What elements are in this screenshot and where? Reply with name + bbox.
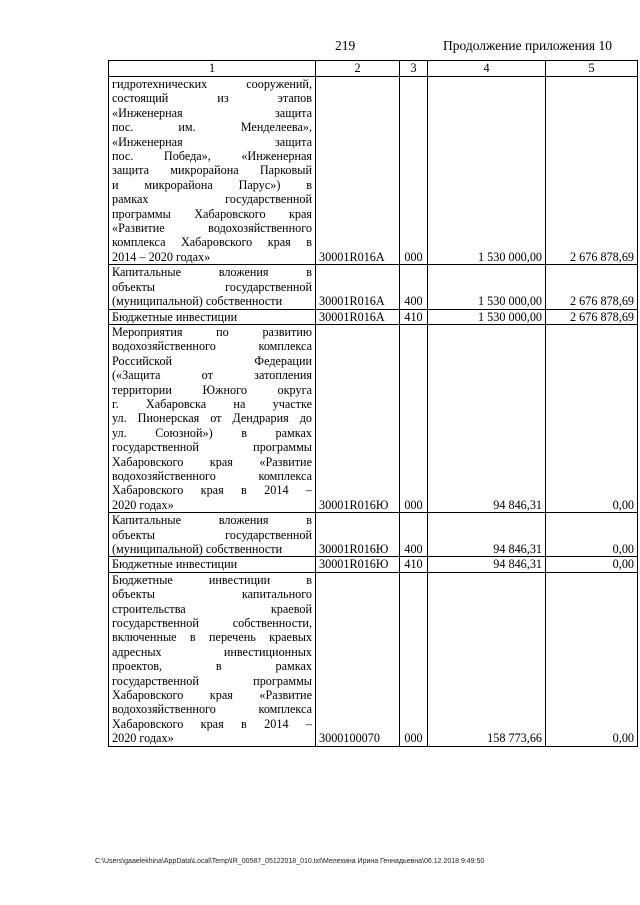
- description-line: и микрорайона Парус») в: [112, 177, 312, 192]
- expense-type-code: 400: [400, 265, 428, 309]
- amount-col5: 0,00: [546, 557, 638, 572]
- description-line: водохозяйственного комплекса: [112, 468, 312, 483]
- appendix-label: Продолжение приложения 10: [442, 38, 612, 53]
- row-description: [109, 557, 316, 572]
- column-header: 3: [400, 61, 428, 77]
- column-header: 5: [546, 61, 638, 77]
- description-line: состоящий из этапов: [112, 91, 312, 106]
- table-row: [109, 557, 638, 572]
- row-description: [109, 513, 316, 557]
- table-row: [109, 513, 638, 557]
- description-line: защита микрорайона Парковый: [112, 163, 312, 178]
- description-line: Бюджетные инвестиции: [112, 309, 238, 324]
- description-line: Хабаровского края «Развитие: [112, 688, 312, 703]
- description-line: объекты капитального: [112, 587, 312, 602]
- column-header: 2: [316, 61, 400, 77]
- table-row: [109, 572, 638, 746]
- row-description: [109, 77, 316, 265]
- table-row: [109, 77, 638, 265]
- column-header: 1: [109, 61, 316, 77]
- description-line: рамках государственной: [112, 192, 312, 207]
- description-line: пос. Победа», «Инженерная: [112, 149, 312, 164]
- description-line: (муниципальной) собственности: [112, 542, 283, 556]
- amount-col4: 1 530 000,00: [428, 265, 546, 309]
- row-description: [109, 309, 316, 324]
- description-line: (муниципальной) собственности: [112, 294, 283, 309]
- description-line: «Развитие водохозяйственного: [112, 221, 312, 236]
- target-article-code: 30001R016Ю: [316, 557, 400, 572]
- description-line: ул. Союзной») в рамках: [112, 425, 312, 440]
- description-line: комплекса Хабаровского края в: [112, 235, 312, 250]
- column-header: 4: [428, 61, 546, 77]
- description-line: Капитальные вложения в: [112, 513, 312, 528]
- amount-col5: 2 676 878,69: [546, 77, 638, 265]
- description-line: «Инженерная защита: [112, 105, 312, 120]
- row-description: [109, 572, 316, 746]
- description-line: 2014 – 2020 годах»: [112, 249, 211, 264]
- description-line: Хабаровского края «Развитие: [112, 454, 312, 469]
- target-article-code: 30001R016А: [316, 77, 400, 265]
- description-line: Бюджетные инвестиции в: [112, 572, 312, 587]
- description-line: водохозяйственного комплекса: [112, 702, 312, 717]
- description-line: программы Хабаровского края: [112, 206, 312, 221]
- amount-col4: 94 846,31: [428, 324, 546, 512]
- row-description: [109, 324, 316, 512]
- expense-type-code: 400: [400, 513, 428, 557]
- page-header: [0, 38, 640, 56]
- description-line: Российской Федерации: [112, 353, 312, 368]
- row-description: [109, 265, 316, 309]
- description-line: ул. Пионерская от Дендрария до: [112, 411, 312, 426]
- description-line: Хабаровского края в 2014 –: [112, 716, 312, 731]
- table-row: [109, 265, 638, 309]
- description-line: 2020 годах»: [112, 497, 174, 512]
- description-line: включенные в перечень краевых: [112, 630, 312, 645]
- description-line: объекты государственной: [112, 527, 312, 542]
- description-line: Бюджетные инвестиции: [112, 557, 238, 572]
- description-line: пос. им. Менделеева»,: [112, 120, 312, 135]
- budget-table: [108, 60, 638, 747]
- description-line: государственной собственности,: [112, 616, 312, 631]
- description-line: территории Южного округа: [112, 382, 312, 397]
- description-line: строительства краевой: [112, 601, 312, 616]
- amount-col4: 94 846,31: [428, 557, 546, 572]
- description-line: Мероприятия по развитию: [112, 324, 312, 339]
- description-line: («Защита от затопления: [112, 368, 312, 383]
- description-line: г. Хабаровска на участке: [112, 396, 312, 411]
- description-line: государственной программы: [112, 673, 312, 688]
- column-header-row: [109, 61, 638, 77]
- target-article-code: 3000100070: [316, 572, 400, 746]
- target-article-code: 30001R016А: [316, 309, 400, 324]
- table-row: [109, 324, 638, 512]
- description-line: гидротехнических сооружений,: [112, 77, 312, 91]
- amount-col4: 1 530 000,00: [428, 77, 546, 265]
- target-article-code: 30001R016Ю: [316, 513, 400, 557]
- description-line: адресных инвестиционных: [112, 644, 312, 659]
- amount-col5: 0,00: [546, 513, 638, 557]
- description-line: водохозяйственного комплекса: [112, 339, 312, 354]
- description-line: государственной программы: [112, 440, 312, 455]
- target-article-code: 30001R016А: [316, 265, 400, 309]
- expense-type-code: 410: [400, 557, 428, 572]
- page-number: 219: [335, 38, 356, 53]
- expense-type-code: 000: [400, 572, 428, 746]
- file-path-footer: C:\Users\gaaelekhina\AppData\Local\Temp\IR_00587_05122018_010.txt\Мелехина Ирина Геннадьевна\06.12.2018 9:49:50: [95, 858, 485, 865]
- amount-col4: 158 773,66: [428, 572, 546, 746]
- amount-col5: 2 676 878,69: [546, 265, 638, 309]
- description-line: объекты государственной: [112, 279, 312, 294]
- expense-type-code: 000: [400, 324, 428, 512]
- description-line: «Инженерная защита: [112, 134, 312, 149]
- expense-type-code: 410: [400, 309, 428, 324]
- amount-col4: 1 530 000,00: [428, 309, 546, 324]
- description-line: 2020 годах»: [112, 731, 174, 746]
- description-line: Хабаровского края в 2014 –: [112, 483, 312, 498]
- description-line: проектов, в рамках: [112, 659, 312, 674]
- amount-col4: 94 846,31: [428, 513, 546, 557]
- table-row: [109, 309, 638, 324]
- description-line: Капитальные вложения в: [112, 265, 312, 280]
- amount-col5: 0,00: [546, 572, 638, 746]
- expense-type-code: 000: [400, 77, 428, 265]
- amount-col5: 0,00: [546, 324, 638, 512]
- amount-col5: 2 676 878,69: [546, 309, 638, 324]
- target-article-code: 30001R016Ю: [316, 324, 400, 512]
